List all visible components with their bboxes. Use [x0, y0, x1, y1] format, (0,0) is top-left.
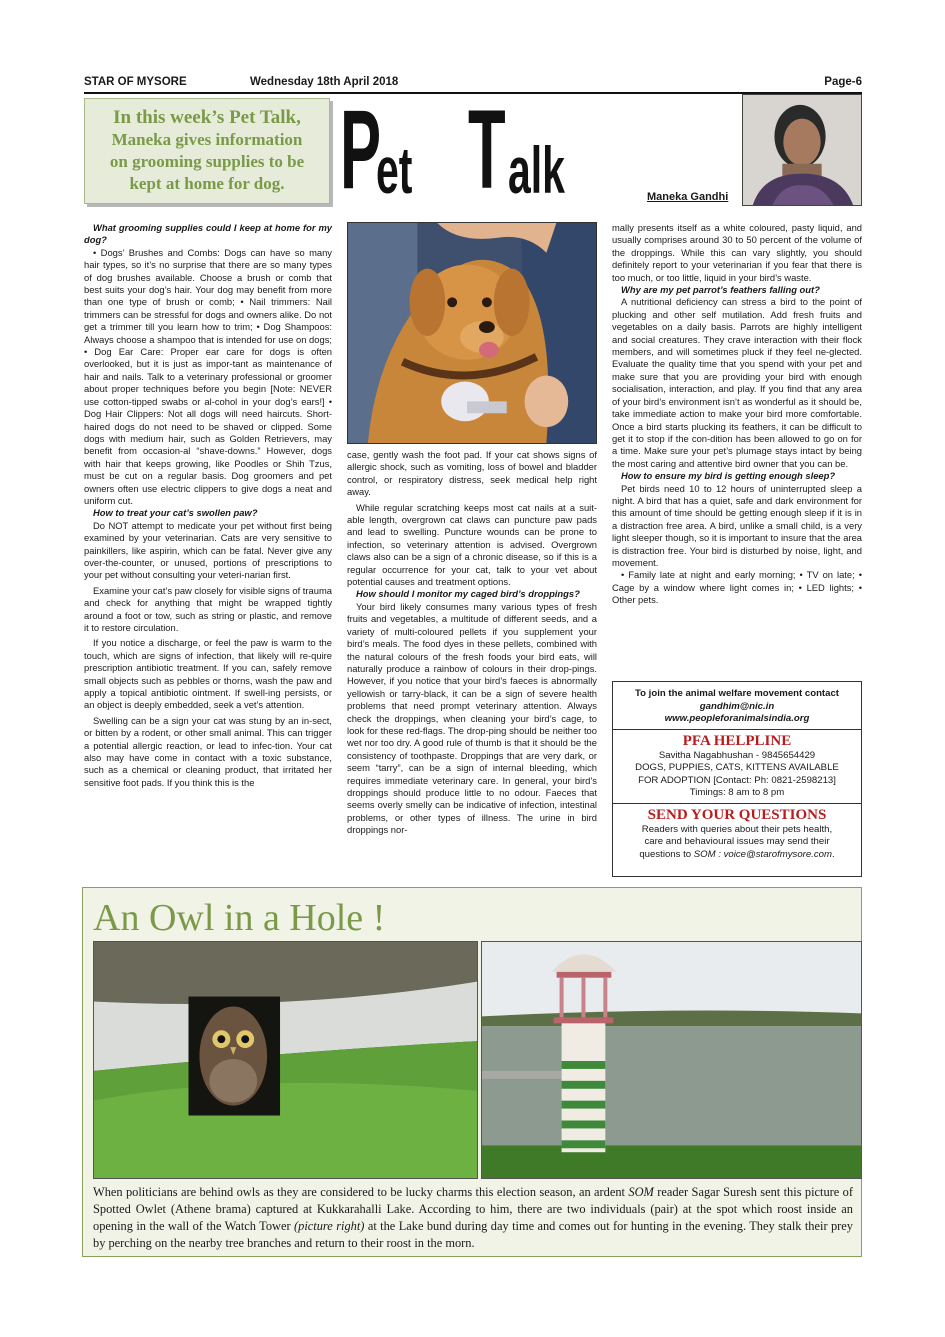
question-heading: How to ensure my bird is getting enough sleep? — [621, 470, 836, 482]
article-paragraph: Do NOT attempt to medicate your pet without first being examined by your veterinarian. Cats are very sensitive to painkillers, like aspirin, which can be fatal. Never give any over-the-counter, or unused, portions of prescriptions to your pet without consulting your veteri-narian first. — [84, 519, 332, 581]
send-questions-text: Readers with queries about their pets health, — [641, 823, 833, 835]
teaser-line-3: on grooming supplies to be — [109, 152, 305, 171]
masthead-letter-p: P — [340, 87, 382, 212]
page-number: Page-6 — [824, 76, 862, 88]
article-paragraph: • Family late at night and early morning; • TV on late; • Cage by a window where light comes in; • LED lights; • Other pets. — [612, 569, 862, 606]
teaser-box — [84, 98, 330, 204]
send-questions-text: questions to SOM : voice@starofmysore.com. — [639, 848, 835, 860]
newspaper-abbrev: SOM — [628, 1185, 654, 1199]
pfa-timings: Timings: 8 am to 8 pm — [689, 787, 785, 798]
owl-feature-box — [82, 887, 862, 1257]
issue-date: Wednesday 18th April 2018 — [250, 76, 399, 88]
author-portrait-photo — [742, 94, 862, 206]
article-paragraph: Your bird likely consumes many various types of fresh fruits and vegetables, a multitude of different seeds, and a variety of multi-coloured pellets if you supplement your bird’s meals. The food dyes in these pellets, combined with the natural colours of the fresh foods your bird eats, will naturally produce a rainbow of colours in their drop-pings. However, if you notice that your bird’s faeces is abnormally yellowish or tarry-black, it can be a sign of severe health problems that need prompt veterinary attention. Always check the droppings, when cleaning your bird’s cage, to look for these red-flags. The drop-ping should be neither too wet nor too dry. A good rule of thumb is that it should be the consistency of toothpaste. Droppings that are very dark, or seem “tarry”, can be a sign of internal bleeding, which requires immediate veterinary care. In general, your bird’s droppings should produce little to no odour. Faeces that seems overly smelly can be indicative of infection, intestinal problems, or other types of illness. The urine in bird droppings nor- — [347, 600, 597, 836]
author-byline: Maneka Gandhi — [647, 191, 729, 203]
watch-tower-lake-photo — [481, 941, 862, 1179]
submission-email: SOM : voice@starofmysore.com — [693, 848, 832, 860]
article-column-1 — [84, 222, 332, 789]
adoption-line-2: FOR ADOPTION [Contact: Ph: 0821-2598213] — [638, 774, 836, 786]
question-heading: What grooming supplies could I keep at home for my dog? — [84, 222, 332, 246]
article-paragraph: A nutritional deficiency can stress a bird to the point of plucking and other self mutilation. Add fresh fruits and vegetables on a daily basis. Parrots are highly intelligent and social creatures. They crave interaction with their flock members, and will sometimes pluck if they feel ne-glected. Evaluate the quality time that you spend with your pet and make sure that you are providing your bird with enough socialisation, interaction, and play. If you find that any area of your bird’s environment isn’t as wonderful as it should be, take immediate action to make your bird more comfortable. Once a bird starts plucking its feathers, it can be difficult to get it to stop if the con-dition has been allowed to go on for a time. Make sure your pet’s plumage stays intact by being the most caring and attentive bird owner that you can be. — [612, 296, 862, 469]
send-questions-heading: SEND YOUR QUESTIONS — [647, 806, 827, 823]
masthead-letters-alk: alk — [508, 133, 565, 207]
question-heading: How should I monitor my caged bird’s droppings? — [356, 588, 580, 600]
article-paragraph: Examine your cat’s paw closely for visible signs of trauma and check for anything that might be wrapped tightly around a foot or tow, such as string or plastic, and remove it to restore circulation. — [84, 584, 332, 633]
teaser-line-2: Maneka gives information — [111, 130, 303, 149]
contact-helpline-box — [612, 681, 862, 877]
article-paragraph: If you notice a discharge, or feel the paw is warm to the touch, which are signs of infection, that likely will re-quire prescription antibiotic treatment. If you can, safely remove small objects such as pebbles or thorns, wash the paw and apply a topical antibiotic ointment. If swell-ing persists, or an object is deeply embedded, seek a vet’s attention. — [84, 637, 332, 711]
article-paragraph: While regular scratching keeps most cat nails at a suit-able length, overgrown cat claws can puncture paw pads and lead to swelling. Puncture wounds can be prone to infection, so veterinary attention is advised. Overgrown claws also can be a sign of a chronic disease, so if this is a regular occurrence for your cat, talk to your vet about potential causes and treatment options. — [347, 501, 597, 588]
article-column-2 — [347, 449, 597, 837]
masthead-letter-t: T — [468, 87, 506, 212]
article-paragraph: mally presents itself as a white coloured, pasty liquid, and usually comprises around 30 to 50 percent of the volume of the droppings. While this can vary slightly, you should definitely report to your veterinarian if you fear that there is too much, or too little, liquid in your bird’s waste. — [612, 222, 862, 283]
pfa-helpline-heading: PFA HELPLINE — [682, 732, 792, 749]
masthead-letters-et: et — [376, 133, 413, 207]
picture-reference: (picture right) — [294, 1219, 365, 1233]
contact-website: www.peopleforanimalsindia.org — [664, 713, 810, 724]
owl-feature-title: An Owl in a Hole ! — [93, 897, 386, 939]
column-masthead — [336, 87, 742, 212]
article-paragraph: Swelling can be a sign your cat was stung by an in-sect, or bitten by a rodent, or other small animal. This can trigger a potential allergic reaction, or lead to infec-tion. Your cat also may have come in contact with a toxic substance, such as a chemical or cleaning product, that irritated her sensitive foot pads. If you think this is the — [84, 714, 332, 788]
article-paragraph: • Dogs’ Brushes and Combs: Dogs can have so many hair types, so it’s no surprise that there are so many types of dog brushes available. Choose a brush or comb that best suits your dog’s hair. Your dog may benefit from more than one type of brush or comb; • Nail trimmers: Nail trimmers can be stressful for dogs and owners alike. Do not get a trimmer till you learn how to trim; • Dog Shampoos: Always choose a shampoo that is intended for use on dogs; • Dog Ear Care: Proper ear care for dogs is often overlooked, but it is just as impor-tant as maintenance of hair and nails. Talk to a veterinary professional or groomer about proper techniques before you begin [Note: NEVER use cotton-tipped swabs or al-cohol in your dog’s ears!] • Dog Hair Clippers: Not all dogs will need haircuts. Short-haired dogs do not need to be shaved or clipped. Some dogs with medium hair, such as Golden Retrievers, may benefit from occasion-al “shave-downs.” However, dogs with hair that keeps growing, like Poodles or Shih Tzus, must be cut on a regular basis. Dog groomers and pet owners often use electric clippers to give dogs a neat and uniform cut. — [84, 246, 332, 506]
article-paragraph: case, gently wash the foot pad. If your cat shows signs of allergic shock, such as vomiting, loss of bowel and bladder control, or respiratory distress, seek medical help right away. — [347, 449, 597, 498]
article-column-3 — [612, 222, 862, 607]
question-heading: How to treat your cat’s swollen paw? — [93, 507, 258, 519]
join-movement-text: To join the animal welfare movement contact — [635, 688, 839, 699]
adoption-line-1: DOGS, PUPPIES, CATS, KITTENS AVAILABLE — [635, 762, 839, 773]
owl-in-wall-photo — [93, 941, 478, 1179]
contact-email: gandhim@nic.in — [699, 700, 775, 712]
teaser-line-1: In this week’s Pet Talk, — [113, 107, 301, 128]
send-questions-text: care and behavioural issues may send their — [644, 836, 830, 847]
newspaper-name: STAR OF MYSORE — [84, 76, 187, 88]
question-heading: Why are my pet parrot’s feathers falling out? — [621, 284, 820, 296]
owl-caption: When politicians are behind owls as they are considered to be lucky charms this election season, an ardent SOM reader Sagar Suresh sent this picture of Spotted Owlet (Athene brama) captured at Kukkarahalli Lake. According to him, there are two individuals (pair) at the spot which roost inside an opening in the wall of the Watch Tower (picture right) at the Lake bund during day time and comes out for hunting in the evening. They stalk their prey by perching on the nearby tree branches and return to their roost in the morn. — [93, 1185, 854, 1250]
pfa-contact: Savitha Nagabhushan - 9845654429 — [658, 749, 816, 761]
article-paragraph: Pet birds need 10 to 12 hours of uninterrupted sleep a night. A bird that has a quiet, safe and dark environment for this amount of time should be getting enough sleep if it is in a distraction free area. A bird, unlike a small child, is a very light sleeper though, so it is important to insure that the area is distraction free. Your bird is disturbed by noise, light, and movement. — [612, 482, 862, 568]
dog-grooming-photo — [347, 222, 597, 444]
teaser-line-4: kept at home for dog. — [129, 174, 285, 193]
